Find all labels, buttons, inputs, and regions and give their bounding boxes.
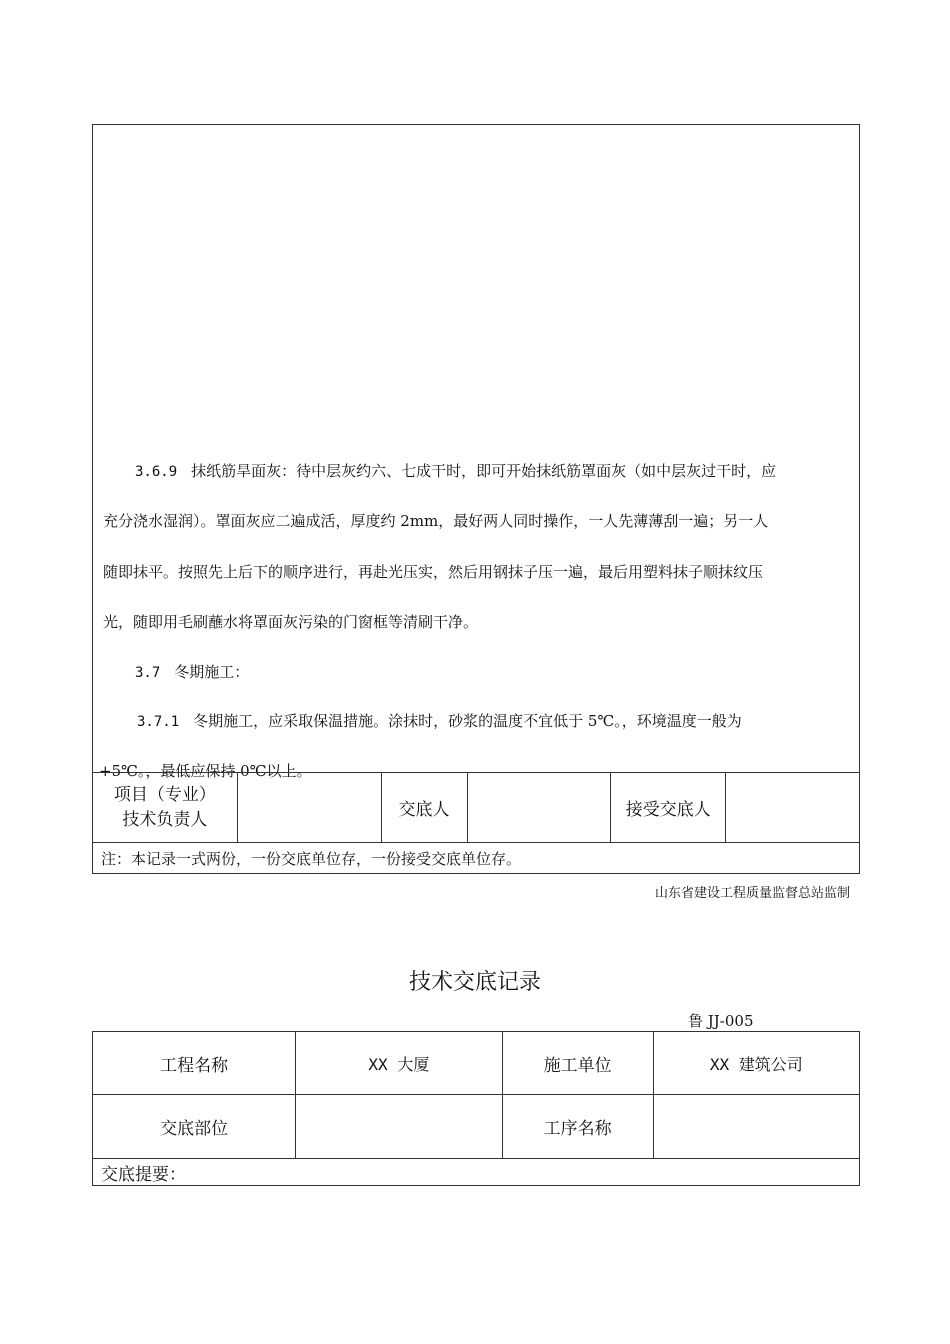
page-title: 技术交底记录: [408, 970, 541, 995]
form-code: 鲁 JJ-005: [688, 1012, 754, 1030]
handover-summary-label: 交底提要：: [93, 1159, 860, 1186]
paragraph-3-7: [103, 661, 851, 682]
paragraph-text: 冬期施工：: [174, 663, 250, 681]
paragraph-line: [103, 561, 851, 582]
project-name-label: 工程名称: [93, 1032, 296, 1095]
construction-unit-label: 施工单位: [502, 1032, 653, 1095]
process-name-label: 工序名称: [502, 1095, 653, 1159]
project-name-value[interactable]: [296, 1032, 502, 1095]
handover-person-label: 交底人: [381, 773, 467, 843]
project-tech-lead-label: [93, 773, 238, 843]
paragraph-3-6-9: [103, 460, 851, 481]
paragraph-line: [103, 510, 851, 531]
receiver-label: 接受交底人: [611, 773, 726, 843]
construction-unit-value[interactable]: [653, 1032, 859, 1095]
label-line: 技术负责人: [122, 809, 208, 830]
clause-number: 3.6.9: [135, 464, 178, 480]
receiver-value[interactable]: [726, 773, 860, 843]
supervision-footer: 山东省建设工程质量监督总站监制: [654, 886, 850, 901]
paragraph-text: 充分浇水湿润）。罩面灰应二遍成活，厚度约 2mm，最好两人同时操作，一人先薄薄刮一遍；另一人: [103, 512, 769, 530]
process-name-value[interactable]: [653, 1095, 859, 1159]
construction-unit-text: XX 建筑公司: [709, 1054, 803, 1074]
clause-number: 3.7.1: [137, 714, 180, 730]
paragraph-text: 抹纸筋旱面灰：待中层灰约六、七成干时，即可开始抹纸筋罩面灰（如中层灰过干时，应: [191, 462, 777, 480]
record-note: 注：本记录一式两份，一份交底单位存，一份接受交底单位存。: [93, 843, 860, 874]
paragraph-text: 冬期施工，应采取保温措施。涂抹时，砂浆的温度不宜低于 5℃。，环境温度一般为: [193, 712, 742, 730]
paragraph-3-7-1: [103, 710, 851, 731]
handover-part-label: 交底部位: [93, 1095, 296, 1159]
paragraph-line: [103, 611, 851, 632]
label-line: 项目（专业）: [113, 784, 216, 805]
signature-table: [92, 772, 860, 874]
paragraph-text: 光，随即用毛刷蘸水将罩面灰污染的门窗框等清刷干净。: [103, 613, 479, 631]
handover-part-value[interactable]: [296, 1095, 502, 1159]
clause-number: 3.7: [135, 665, 161, 681]
project-name-text: XX 大厦: [368, 1054, 430, 1074]
paragraph-text: +5℃。，最低应保持 0℃以上。: [99, 762, 312, 780]
handover-info-table: [92, 1031, 860, 1186]
project-tech-lead-value[interactable]: [237, 773, 381, 843]
handover-person-value[interactable]: [467, 773, 611, 843]
paragraph-text: 随即抹平。按照先上后下的顺序进行，再赴光压实，然后用钢抹子压一遍，最后用塑料抹子顺抹纹压: [103, 563, 764, 581]
